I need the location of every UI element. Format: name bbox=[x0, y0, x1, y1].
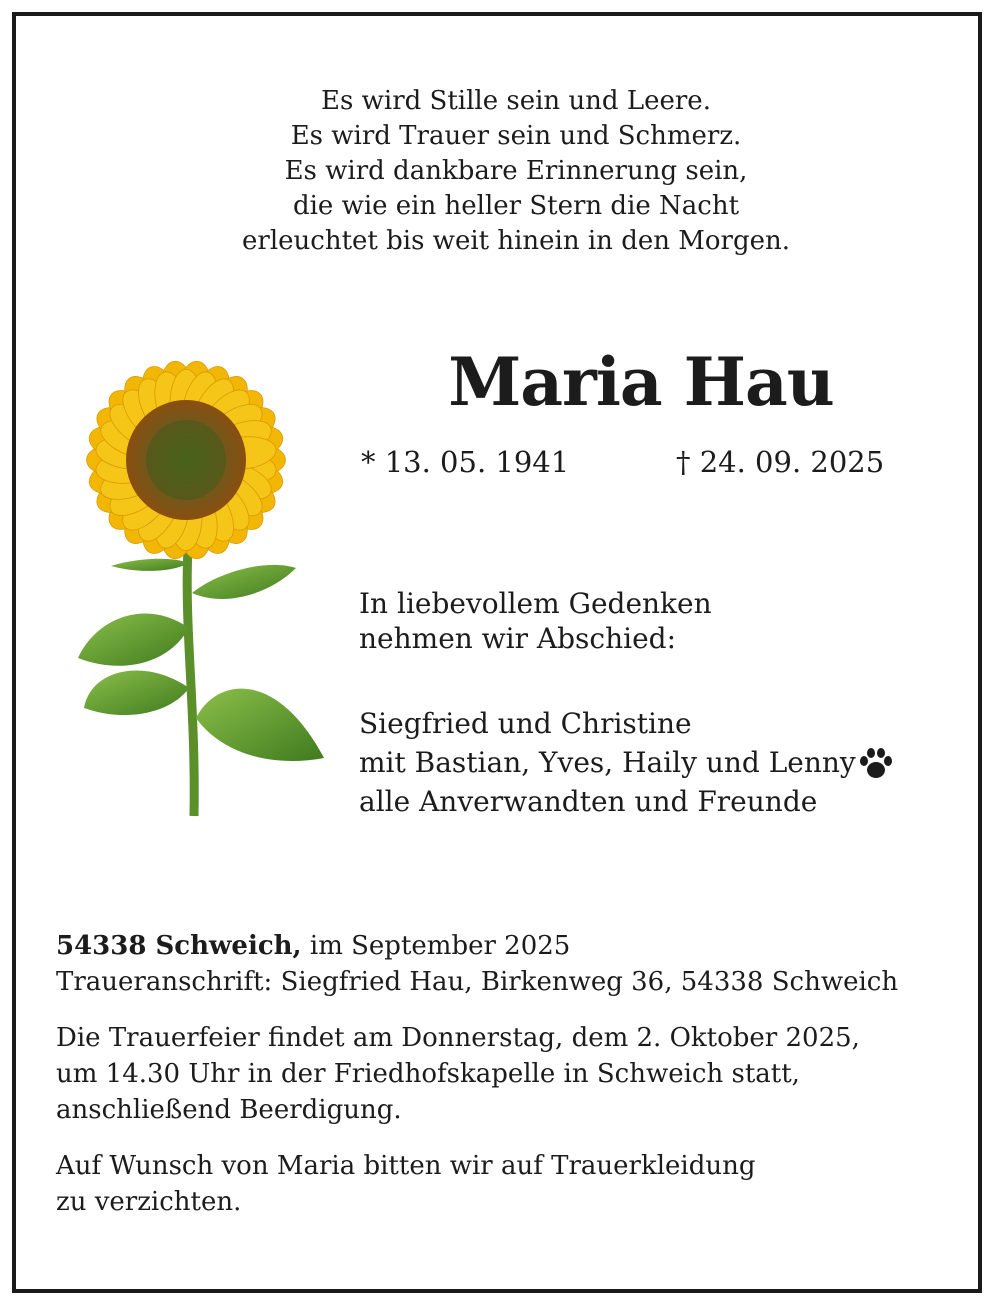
tribute-text bbox=[359, 586, 712, 656]
service-info bbox=[56, 928, 956, 1240]
poem-line: Es wird dankbare Erinnerung sein, bbox=[284, 156, 748, 186]
poem-line: Es wird Trauer sein und Schmerz. bbox=[290, 121, 742, 151]
request-line: zu verzichten. bbox=[56, 1187, 242, 1217]
mourner-line-with-pet bbox=[359, 743, 894, 782]
funeral-service-text bbox=[56, 1020, 956, 1128]
place-name: 54338 Schweich, bbox=[56, 931, 302, 961]
poem-line: Es wird Stille sein und Leere. bbox=[321, 86, 711, 116]
dress-request-text bbox=[56, 1148, 956, 1220]
request-line: Auf Wunsch von Maria bitten wir auf Trauerkleidung bbox=[56, 1151, 756, 1181]
mourning-address: Traueranschrift: Siegfried Hau, Birkenweg 36, 54338 Schweich bbox=[56, 967, 899, 997]
service-line: um 14.30 Uhr in der Friedhofskapelle in Schweich statt, bbox=[56, 1059, 800, 1089]
mourners-list bbox=[359, 704, 894, 821]
poem bbox=[116, 84, 916, 259]
place-date-line bbox=[56, 928, 956, 964]
place-and-address bbox=[56, 928, 956, 1000]
service-line: Die Trauerfeier findet am Donnerstag, dem 2. Oktober 2025, bbox=[56, 1023, 860, 1053]
mourner-line: mit Bastian, Yves, Haily und Lenny bbox=[359, 746, 856, 779]
obituary-notice bbox=[12, 12, 982, 1293]
death-date: † 24. 09. 2025 bbox=[676, 445, 885, 479]
service-line: anschließend Beerdigung. bbox=[56, 1095, 402, 1125]
place-date: im September 2025 bbox=[301, 931, 571, 961]
mourner-line: Siegfried und Christine bbox=[359, 707, 692, 740]
birth-date: * 13. 05. 1941 bbox=[361, 445, 570, 479]
tribute-line: nehmen wir Abschied: bbox=[359, 622, 677, 655]
sunflower-image bbox=[56, 328, 326, 818]
poem-line: erleuchtet bis weit hinein in den Morgen. bbox=[242, 226, 790, 256]
mourner-line: alle Anverwandten und Freunde bbox=[359, 785, 818, 818]
paw-print-icon bbox=[858, 746, 894, 780]
poem-line: die wie ein heller Stern die Nacht bbox=[292, 191, 740, 221]
deceased-name: Maria Hau bbox=[448, 343, 834, 421]
tribute-line: In liebevollem Gedenken bbox=[359, 587, 712, 620]
